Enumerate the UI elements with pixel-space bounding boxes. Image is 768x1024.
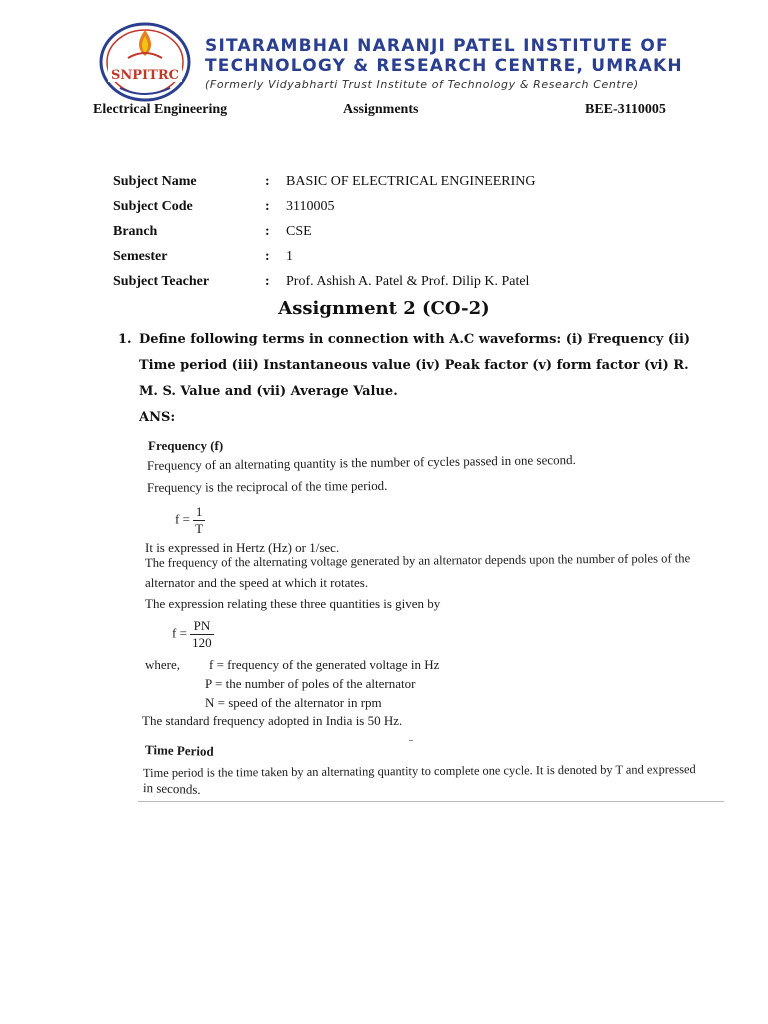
institute-logo bbox=[98, 22, 192, 106]
info-label: Subject Name bbox=[113, 174, 197, 189]
scan-bottom-rule bbox=[138, 801, 724, 802]
info-label: Branch bbox=[113, 224, 158, 239]
info-separator: : bbox=[265, 274, 270, 289]
info-label: Subject Code bbox=[113, 199, 193, 214]
formula-denominator: 120 bbox=[192, 635, 212, 650]
alternator-line-1: The frequency of the alternating voltage generated by an alternator depends upon the number of poles of the bbox=[144, 551, 691, 570]
time-period-line-1: Time period is the time taken by an alternating quantity to complete one cycle. It is denoted by T and expressed bbox=[142, 762, 696, 780]
info-label: Subject Teacher bbox=[113, 274, 210, 289]
info-separator: : bbox=[265, 224, 270, 239]
institute-name-line1: SITARAMBHAI NARANJI PATEL INSTITUTE OF bbox=[205, 36, 669, 56]
expression-line: The expression relating these three quantities is given by bbox=[145, 596, 441, 611]
info-value: 3110005 bbox=[286, 199, 335, 214]
info-value: 1 bbox=[286, 249, 293, 264]
info-separator: : bbox=[265, 249, 270, 264]
formula-denominator: T bbox=[195, 521, 204, 536]
answer-label: ANS: bbox=[139, 410, 176, 425]
assignment-title: Assignment 2 (CO-2) bbox=[278, 298, 490, 319]
time-period-heading: Time Period bbox=[144, 742, 214, 759]
department-label: Electrical Engineering bbox=[93, 102, 228, 117]
hertz-line: It is expressed in Hertz (Hz) or 1/sec. bbox=[145, 540, 340, 555]
info-value: BASIC OF ELECTRICAL ENGINEERING bbox=[286, 174, 536, 189]
formula-lhs: f = bbox=[172, 625, 187, 641]
institute-former-name: (Formerly Vidyabharti Trust Institute of Technology & Research Centre) bbox=[205, 78, 639, 91]
info-label: Semester bbox=[113, 249, 168, 264]
institute-name-line2: TECHNOLOGY & RESEARCH CENTRE, UMRAKH bbox=[205, 56, 683, 76]
question-text: M. S. Value and (vii) Average Value. bbox=[139, 384, 398, 399]
info-separator: : bbox=[265, 199, 270, 214]
question-number: 1. bbox=[118, 332, 132, 347]
formula-pn bbox=[172, 618, 214, 651]
scan-mark bbox=[409, 740, 413, 741]
frequency-reciprocal: Frequency is the reciprocal of the time period. bbox=[146, 477, 388, 495]
course-code-label: BEE-3110005 bbox=[585, 102, 666, 117]
formula-lhs: f = bbox=[175, 511, 190, 527]
info-value: Prof. Ashish A. Patel & Prof. Dilip K. Patel bbox=[286, 274, 530, 289]
alternator-line-2: alternator and the speed at which it rotates. bbox=[145, 575, 369, 590]
where-label: where, bbox=[145, 657, 181, 672]
formula-numerator: 1 bbox=[193, 504, 205, 521]
logo-text: SNPITRC bbox=[111, 68, 179, 83]
where-f: f = frequency of the generated voltage in Hz bbox=[209, 657, 440, 672]
time-period-line-2: in seconds. bbox=[142, 780, 202, 798]
frequency-definition: Frequency of an alternating quantity is the number of cycles passed in one second. bbox=[146, 452, 576, 473]
where-p: P = the number of poles of the alternator bbox=[205, 676, 416, 691]
india-frequency: The standard frequency adopted in India is 50 Hz. bbox=[142, 713, 403, 728]
formula-fraction bbox=[190, 618, 214, 651]
question-text: Time period (iii) Instantaneous value (iv) Peak factor (v) form factor (vi) R. bbox=[139, 358, 689, 373]
frequency-heading: Frequency (f) bbox=[148, 438, 224, 453]
formula-fraction bbox=[193, 504, 205, 537]
info-separator: : bbox=[265, 174, 270, 189]
info-value: CSE bbox=[286, 224, 312, 239]
formula-numerator: PN bbox=[190, 618, 214, 635]
where-n: N = speed of the alternator in rpm bbox=[205, 695, 382, 710]
doc-type-label: Assignments bbox=[343, 102, 419, 117]
formula-frequency bbox=[175, 504, 205, 537]
question-text: Define following terms in connection with A.C waveforms: (i) Frequency (ii) bbox=[139, 332, 691, 347]
